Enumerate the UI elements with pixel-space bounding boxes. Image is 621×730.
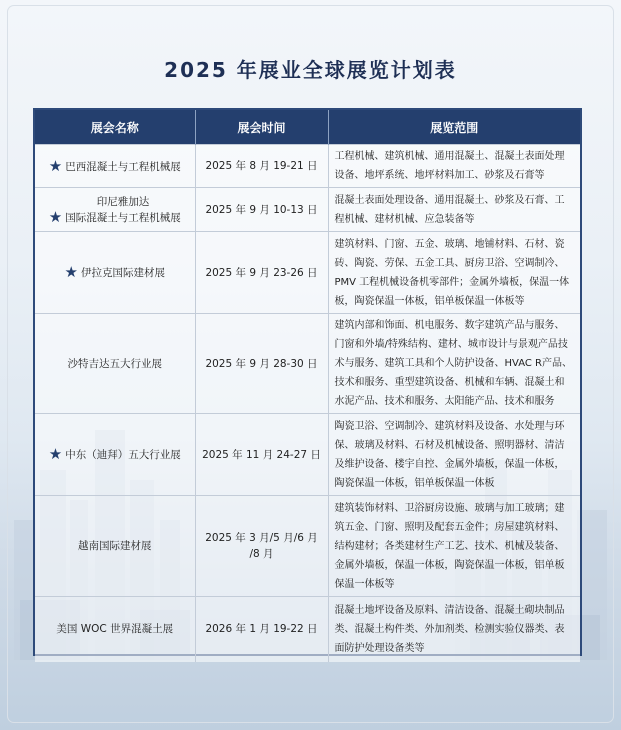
exhibition-time-line: 2025 年 8 月 19-21 日 — [205, 160, 318, 172]
exhibition-name-cell — [35, 496, 195, 597]
table-row — [35, 314, 580, 414]
exhibition-time-cell — [195, 414, 328, 496]
exhibition-scope-cell: 混凝土表面处理设备、通用混凝土、砂浆及石膏、工程机械、建材机械、应急装备等 — [328, 188, 580, 232]
page-title: 2025 年展业全球展览计划表 — [164, 58, 457, 82]
exhibition-scope-cell: 建筑装饰材料、卫浴厨房设施、玻璃与加工玻璃；建筑五金、门窗、照明及配套五金件；房屋建筑材料、结构建材；各类建材生产工艺、技术、机械及装备、金属外墙板，保温一体板，陶瓷保温一体板，铝单板保温一体板等 — [328, 496, 580, 597]
table-row — [35, 597, 580, 662]
star-icon: ★ — [48, 156, 63, 175]
exhibition-time-line: 2025 年 11 月 24-27 日 — [202, 448, 321, 461]
exhibition-time-cell — [195, 188, 328, 232]
exhibition-time-line: 2025 年 9 月 10-13 日 — [205, 203, 318, 216]
exhibition-time-line: 2025 年 3 月/5 月/6 月 — [205, 532, 318, 544]
exhibition-name-cell — [35, 314, 195, 414]
exhibition-time-line: /8 月 — [249, 548, 274, 560]
exhibition-scope-cell: 陶瓷卫浴、空调制冷、建筑材料及设备、水处理与环保、玻璃及材料、石材及机械设备、照明器材、清洁及维护设备、楼宇自控、金属外墙板，保温一体板，陶瓷保温一体板，铝单板保温一体板 — [328, 414, 580, 496]
exhibition-name — [65, 194, 181, 226]
exhibition-name-cell — [35, 597, 195, 662]
star-icon: ★ — [64, 263, 78, 281]
exhibition-table-grid — [35, 110, 580, 662]
exhibition-name — [65, 159, 181, 175]
table-body — [35, 145, 580, 662]
table-row — [35, 188, 580, 232]
exhibition-name-line: 美国 WOC 世界混凝土展 — [56, 623, 174, 636]
exhibition-time-cell — [195, 145, 328, 188]
exhibition-name-cell — [35, 232, 195, 314]
table-row — [35, 232, 580, 314]
exhibition-name — [78, 538, 152, 554]
exhibition-scope-cell: 建筑材料、门窗、五金、玻璃、地铺材料、石材、瓷砖、陶瓷、劳保、五金工具、厨房卫浴、空调制冷、PMV 工程机械设备机零部件；金属外墙板，保温一体板，陶瓷保温一体板，铝单板保温一体板等 — [328, 232, 580, 314]
star-icon: ★ — [48, 445, 63, 463]
exhibition-name-line: 沙特吉达五大行业展 — [67, 357, 162, 370]
exhibition-name-line: 越南国际建材展 — [78, 540, 152, 552]
exhibition-name-line: 国际混凝土与工程机械展 — [65, 211, 181, 224]
exhibition-time-cell — [195, 597, 328, 662]
exhibition-scope-cell: 工程机械、建筑机械、通用混凝土、混凝土表面处理设备、地坪系统、地坪材料加工、砂浆及石膏等 — [328, 145, 580, 188]
exhibition-time-line: 2025 年 9 月 23-26 日 — [205, 266, 318, 279]
exhibition-name — [56, 621, 173, 637]
exhibition-name-cell — [35, 145, 195, 188]
exhibition-name — [81, 265, 165, 281]
star-icon: ★ — [48, 207, 63, 226]
exhibition-name-cell — [35, 414, 195, 496]
exhibition-name — [68, 356, 163, 372]
exhibition-time-cell — [195, 314, 328, 414]
exhibition-name-line: 伊拉克国际建材展 — [80, 267, 165, 279]
exhibition-time-cell — [195, 496, 328, 597]
table-row — [35, 496, 580, 597]
exhibition-name-line: 中东（迪拜）五大行业展 — [65, 449, 181, 461]
table-row — [35, 414, 580, 496]
exhibition-time-line: 2025 年 9 月 28-30 日 — [205, 357, 318, 370]
table-header-row — [35, 110, 580, 145]
exhibition-name-line: 巴西混凝土与工程机械展 — [65, 160, 181, 173]
header-exhibition-time: 展会时间 — [195, 110, 328, 145]
exhibition-name — [65, 447, 181, 463]
table-row — [35, 145, 580, 188]
exhibition-time-cell — [195, 232, 328, 314]
header-exhibition-scope: 展览范围 — [328, 110, 580, 145]
exhibition-name-line: 印尼雅加达 — [96, 195, 150, 208]
exhibition-table — [33, 108, 582, 656]
exhibition-name-cell — [35, 188, 195, 232]
header-exhibition-name: 展会名称 — [35, 110, 195, 145]
exhibition-scope-cell: 混凝土地坪设备及原料、清洁设备、混凝土砌块制品类、混凝土构件类、外加剂类、检测实验仪器类、表面防护处理设备类等 — [328, 597, 580, 662]
exhibition-time-line: 2026 年 1 月 19-22 日 — [205, 623, 318, 636]
exhibition-scope-cell: 建筑内部和饰面、机电服务、数字建筑产品与服务、门窗和外墙/特殊结构、建材、城市设计与景观产品技术与服务、建筑工具和个人防护设备、HVAC R产品、技术和服务、重型建筑设备、机械和车辆、混凝土和水泥产品、技术和服务、太阳能产品、技术和服务 — [328, 314, 580, 414]
